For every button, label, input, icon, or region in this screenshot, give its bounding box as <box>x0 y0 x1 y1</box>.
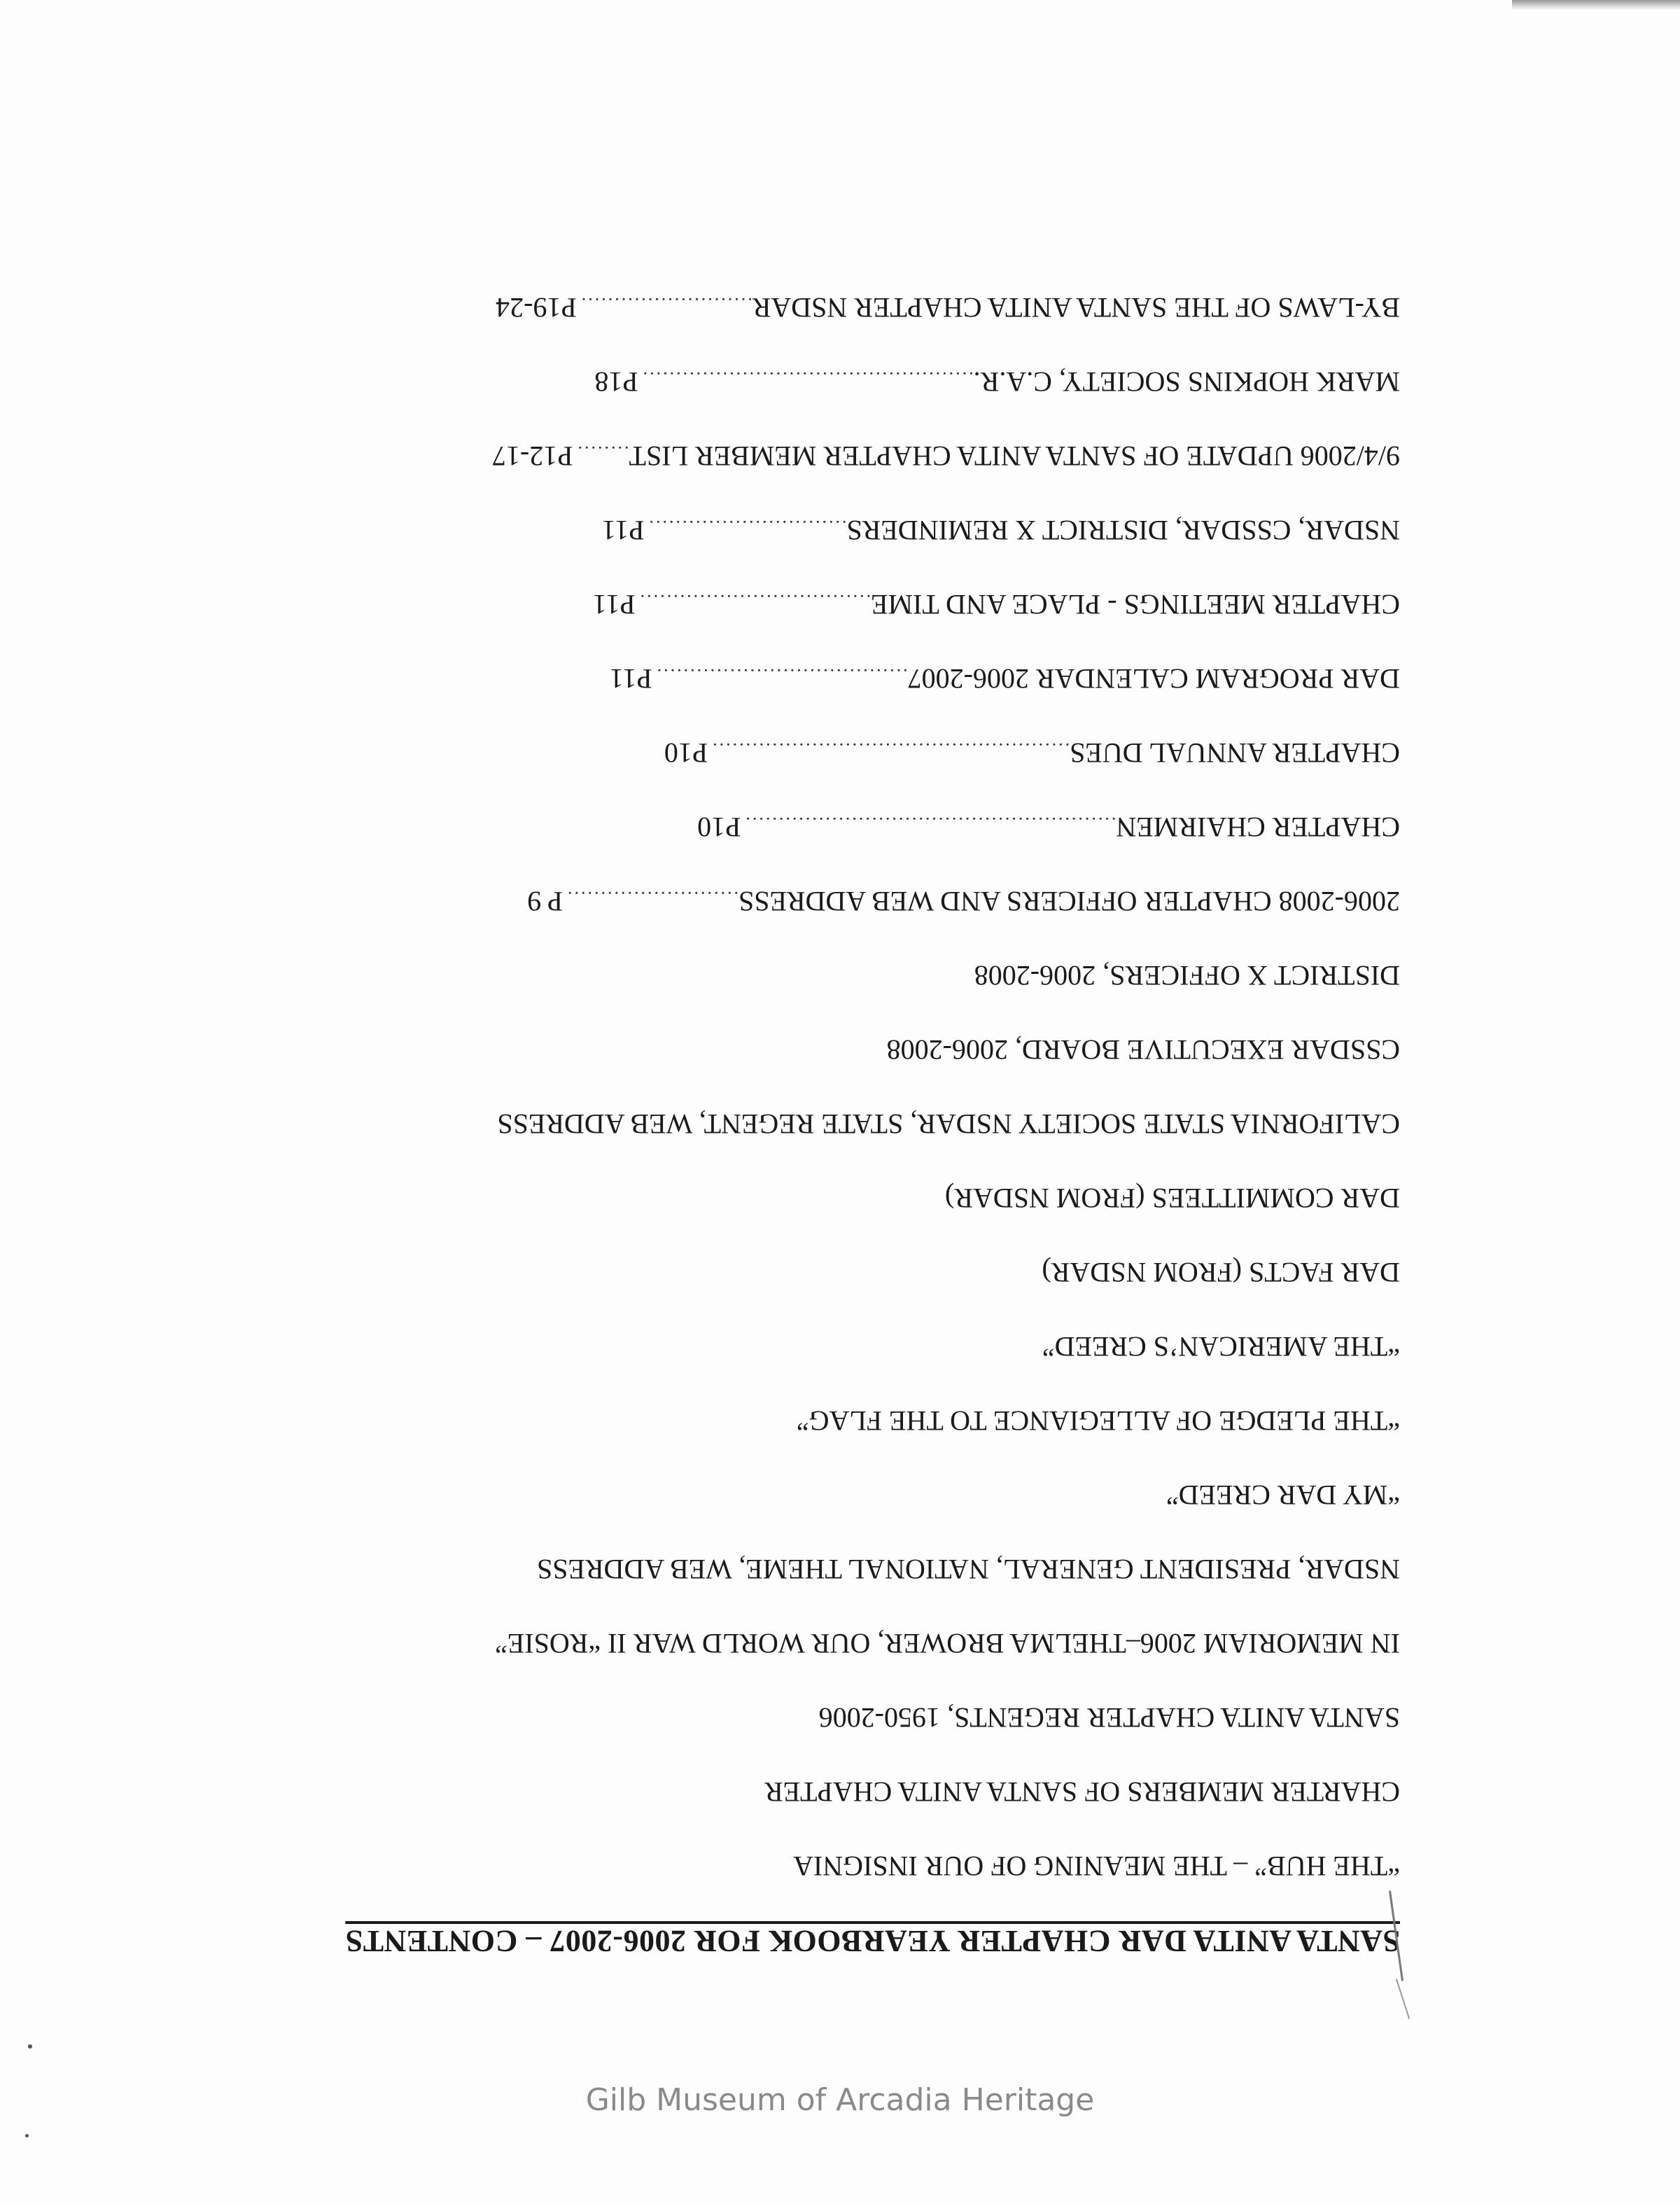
entry-title: DISTRICT X OFFICERS, 2006-2008 <box>974 960 1400 991</box>
contents-entry <box>252 1141 1400 1215</box>
entry-page-number: P11 <box>609 663 652 695</box>
entry-leader-dots: .......................... <box>579 294 752 314</box>
contents-heading: SANTA ANITA DAR CHAPTER YEARBOOK FOR 2006-2007 – CONTENTS <box>345 1924 1400 1958</box>
contents-entry <box>252 1289 1400 1363</box>
contents-entry <box>252 1808 1400 1883</box>
entry-title: “THE AMERICAN’S CREED” <box>1042 1331 1400 1362</box>
entry-page-number: P11 <box>601 515 645 546</box>
entry-title: NSDAR, PRESIDENT GENERAL, NATIONAL THEME, WEB ADDRESS <box>536 1554 1400 1585</box>
contents-entry <box>252 250 1400 324</box>
entry-title: “THE PLEDGE OF ALLEGIANCE TO THE FLAG” <box>796 1405 1400 1437</box>
entry-title: CHAPTER MEETINGS - PLACE AND TIME <box>871 589 1400 620</box>
entry-title: BY-LAWS OF THE SANTA ANITA CHAPTER NSDAR <box>752 292 1400 323</box>
contents-entry <box>252 1363 1400 1437</box>
entry-page-number: P18 <box>594 366 638 398</box>
contents-entry <box>252 1586 1400 1660</box>
contents-entry <box>252 695 1400 769</box>
contents-entry <box>252 547 1400 621</box>
contents-entry <box>252 918 1400 992</box>
contents-entry <box>252 1734 1400 1808</box>
entry-leader-dots: ........ <box>575 442 629 463</box>
scan-speck <box>25 2134 29 2137</box>
entry-title: CSSDAR EXECUTIVE BOARD, 2006-2008 <box>886 1034 1400 1066</box>
contents-entry <box>252 992 1400 1066</box>
entry-title: DAR FACTS (FROM NSDAR) <box>1042 1257 1400 1288</box>
contents-entry <box>252 398 1400 473</box>
entry-title: DAR COMMITTEES (FROM NSDAR) <box>944 1183 1400 1214</box>
entry-title: “THE HUB” – THE MEANING OF OUR INSIGNIA <box>793 1850 1400 1882</box>
contents-entry <box>252 621 1400 695</box>
contents-entry <box>252 769 1400 844</box>
contents-entry <box>252 324 1400 398</box>
entry-title: CHAPTER CHAIRMEN <box>1116 811 1400 843</box>
entry-leader-dots: ...................................................... <box>710 739 1070 760</box>
entry-title: “MY DAR CREED” <box>1166 1479 1400 1511</box>
watermark: Gilb Museum of Arcadia Heritage <box>585 2082 1095 2118</box>
entry-title: 9/4/2006 UPDATE OF SANTA ANITA CHAPTER MEMBER LIST <box>629 440 1400 472</box>
entries-container <box>252 250 1400 1883</box>
entry-leader-dots: ................................... <box>638 591 872 611</box>
entry-page-number: P10 <box>664 737 708 769</box>
contents-entry <box>252 1660 1400 1734</box>
entry-leader-dots: .............................. <box>647 517 847 537</box>
entry-leader-dots: ...................................... <box>654 665 908 685</box>
entry-page-number: P19-24 <box>496 292 577 323</box>
contents-entry <box>252 473 1400 547</box>
contents-entry <box>252 1066 1400 1141</box>
entry-leader-dots: ........................................................ <box>743 814 1116 834</box>
entry-page-number: P10 <box>697 811 741 843</box>
contents-entry <box>252 1512 1400 1586</box>
entry-leader-dots: .................................................. <box>640 368 974 389</box>
entry-title: DAR PROGRAM CALENDAR 2006-2007 <box>907 663 1400 695</box>
entry-title: CHAPTER ANNUAL DUES <box>1070 737 1400 769</box>
entry-leader-dots: .......................... <box>566 888 739 908</box>
entry-title: MARK HOPKINS SOCIETY, C.A.R. <box>973 366 1400 398</box>
contents-entry <box>252 1215 1400 1289</box>
entry-title: NSDAR, CSSDAR, DISTRICT X REMINDERS <box>846 515 1400 546</box>
contents-entry <box>252 1437 1400 1512</box>
contents-list <box>252 250 1400 1959</box>
contents-entry <box>252 844 1400 918</box>
entry-page-number: P12-17 <box>491 440 573 472</box>
entry-title: CALIFORNIA STATE SOCIETY NSDAR, STATE REGENT, WEB ADDRESS <box>497 1108 1400 1140</box>
entry-title: CHARTER MEMBERS OF SANTA ANITA CHAPTER <box>764 1776 1400 1808</box>
entry-title: SANTA ANITA CHAPTER REGENTS, 1950-2006 <box>818 1702 1400 1734</box>
entry-title: 2006-2008 CHAPTER OFFICERS AND WEB ADDRESS <box>738 886 1400 917</box>
scan-speck <box>28 2044 32 2049</box>
entry-page-number: P11 <box>592 589 636 620</box>
entry-title: IN MEMORIAM 2006–THELMA BROWER, OUR WORLD WAR II “ROSIE” <box>495 1628 1400 1659</box>
entry-page-number: P 9 <box>527 886 564 917</box>
